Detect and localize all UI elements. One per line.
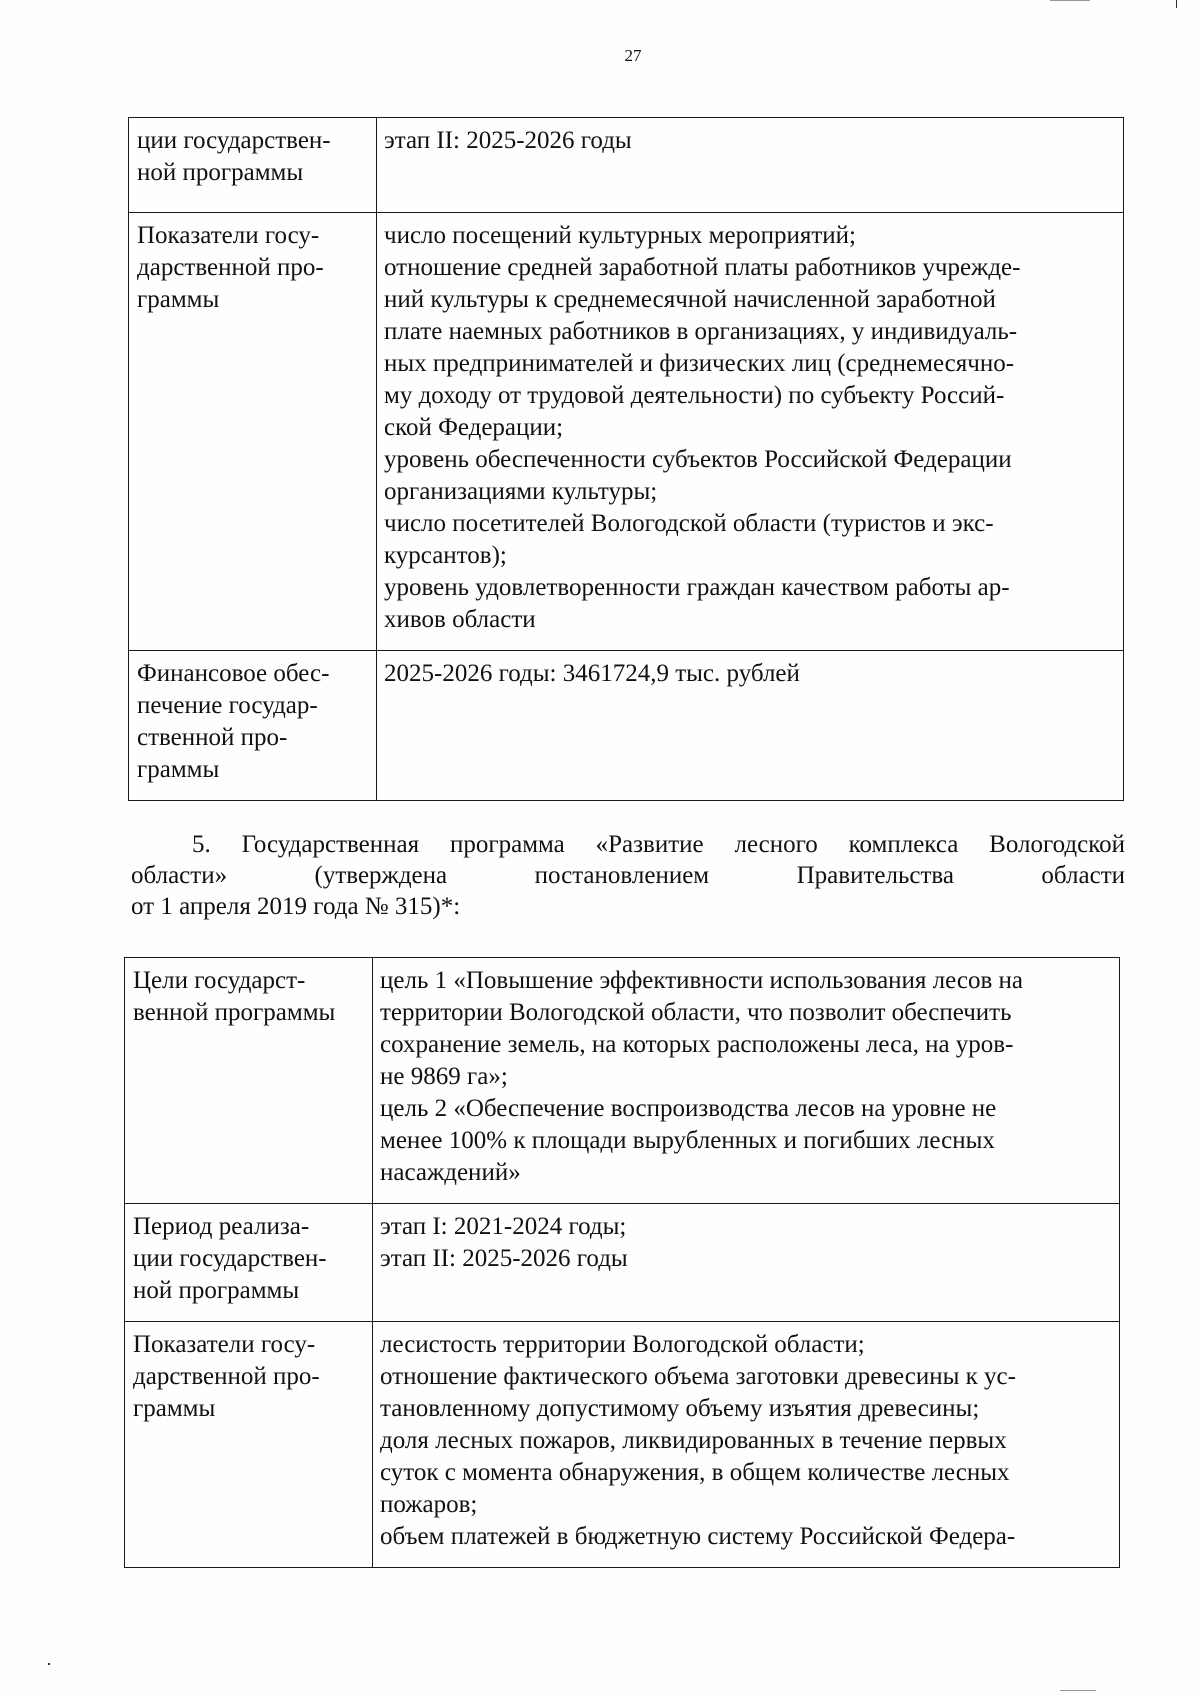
- cell-text-line: этап II: 2025-2026 годы: [384, 127, 632, 154]
- cell-text-line: отношение средней заработной платы работников учрежде-: [384, 254, 1021, 281]
- cell-text-line: число посетителей Вологодской области (туристов и экс-: [384, 510, 994, 537]
- cell-text-line: ний культуры к среднемесячной начисленной заработной: [384, 286, 996, 313]
- heading-line: 5. Государственная программа «Развитие лесного комплекса Вологодской: [192, 831, 1125, 858]
- scan-mark: [1050, 0, 1090, 1]
- cell-text-line: Показатели госу-: [133, 1331, 316, 1358]
- row-label-cell: [129, 213, 377, 651]
- cell-text-line: дарственной про-: [133, 1363, 320, 1390]
- cell-text-line: не 9869 га»;: [380, 1063, 508, 1090]
- cell-text-line: тановленному допустимому объему изъятия древесины;: [380, 1395, 980, 1422]
- cell-text-line: граммы: [137, 756, 220, 783]
- cell-text-line: граммы: [133, 1395, 216, 1422]
- row-value-cell: [373, 1204, 1120, 1322]
- cell-text-line: территории Вологодской области, что позволит обеспечить: [380, 999, 1012, 1026]
- row-value-cell: [373, 1322, 1120, 1568]
- cell-text-line: отношение фактического объема заготовки древесины к ус-: [380, 1363, 1016, 1390]
- row-value-cell: [377, 118, 1124, 213]
- cell-text-line: организациями культуры;: [384, 478, 658, 505]
- cell-text-line: уровень обеспеченности субъектов Российской Федерации: [384, 446, 1012, 473]
- cell-text-line: суток с момента обнаружения, в общем количестве лесных: [380, 1459, 1010, 1486]
- table-row: [125, 1204, 1120, 1322]
- cell-text-line: доля лесных пожаров, ликвидированных в течение первых: [380, 1427, 1007, 1454]
- cell-text-line: плате наемных работников в организациях, у индивидуаль-: [384, 318, 1018, 345]
- table-row: [125, 1322, 1120, 1568]
- scan-mark: [1176, 0, 1177, 8]
- cell-text-line: Цели государст-: [133, 967, 306, 994]
- cell-text-line: хивов области: [384, 606, 536, 633]
- cell-text-line: лесистость территории Вологодской области;: [380, 1331, 865, 1358]
- cell-text-line: ственной про-: [137, 724, 288, 751]
- program-table-5: [124, 957, 1120, 1568]
- cell-text-line: цель 1 «Повышение эффективности использования лесов на: [380, 967, 1023, 994]
- cell-text-line: ной программы: [133, 1277, 300, 1304]
- scan-mark: [48, 1663, 50, 1665]
- table-row: [129, 118, 1124, 213]
- scan-mark: [1060, 1690, 1096, 1691]
- cell-text-line: этап I: 2021-2024 годы;: [380, 1213, 627, 1240]
- table-row: [129, 651, 1124, 801]
- cell-text-line: Показатели госу-: [137, 222, 320, 249]
- cell-text-line: этап II: 2025-2026 годы: [380, 1245, 628, 1272]
- cell-text-line: цель 2 «Обеспечение воспроизводства лесов на уровне не: [380, 1095, 997, 1122]
- cell-text-line: объем платежей в бюджетную систему Российской Федера-: [380, 1523, 1016, 1550]
- cell-text-line: Период реализа-: [133, 1213, 310, 1240]
- section-5-heading: [131, 829, 1125, 922]
- cell-text-line: пожаров;: [380, 1491, 478, 1518]
- cell-text-line: му доходу от трудовой деятельности) по субъекту Россий-: [384, 382, 1005, 409]
- cell-text-line: ной программы: [137, 159, 304, 186]
- cell-text-line: ных предпринимателей и физических лиц (среднемесячно-: [384, 350, 1015, 377]
- cell-text-line: печение государ-: [137, 692, 318, 719]
- row-label-cell: [125, 1322, 373, 1568]
- cell-text-line: число посещений культурных мероприятий;: [384, 222, 856, 249]
- row-label-cell: [125, 958, 373, 1204]
- cell-text-line: уровень удовлетворенности граждан качеством работы ар-: [384, 574, 1010, 601]
- row-label-cell: [129, 651, 377, 801]
- cell-text-line: граммы: [137, 286, 220, 313]
- cell-text-line: 2025-2026 годы: 3461724,9 тыс. рублей: [384, 660, 800, 687]
- table-row: [125, 958, 1120, 1204]
- cell-text-line: ции государствен-: [133, 1245, 327, 1272]
- cell-text-line: ской Федерации;: [384, 414, 564, 441]
- row-label-cell: [129, 118, 377, 213]
- row-value-cell: [373, 958, 1120, 1204]
- row-value-cell: [377, 213, 1124, 651]
- heading-line: от 1 апреля 2019 года № 315)*:: [131, 893, 461, 920]
- cell-text-line: менее 100% к площади вырубленных и погибших лесных: [380, 1127, 995, 1154]
- page-number: 27: [624, 46, 642, 65]
- cell-text-line: ции государствен-: [137, 127, 331, 154]
- cell-text-line: курсантов);: [384, 542, 507, 569]
- program-table-4: [128, 117, 1124, 801]
- cell-text-line: Финансовое обес-: [137, 660, 330, 687]
- heading-line: области» (утверждена постановлением Правительства области: [131, 862, 1125, 889]
- cell-text-line: сохранение земель, на которых расположены леса, на уров-: [380, 1031, 1014, 1058]
- cell-text-line: дарственной про-: [137, 254, 324, 281]
- table-row: [129, 213, 1124, 651]
- cell-text-line: насаждений»: [380, 1159, 521, 1186]
- row-value-cell: [377, 651, 1124, 801]
- row-label-cell: [125, 1204, 373, 1322]
- cell-text-line: венной программы: [133, 999, 336, 1026]
